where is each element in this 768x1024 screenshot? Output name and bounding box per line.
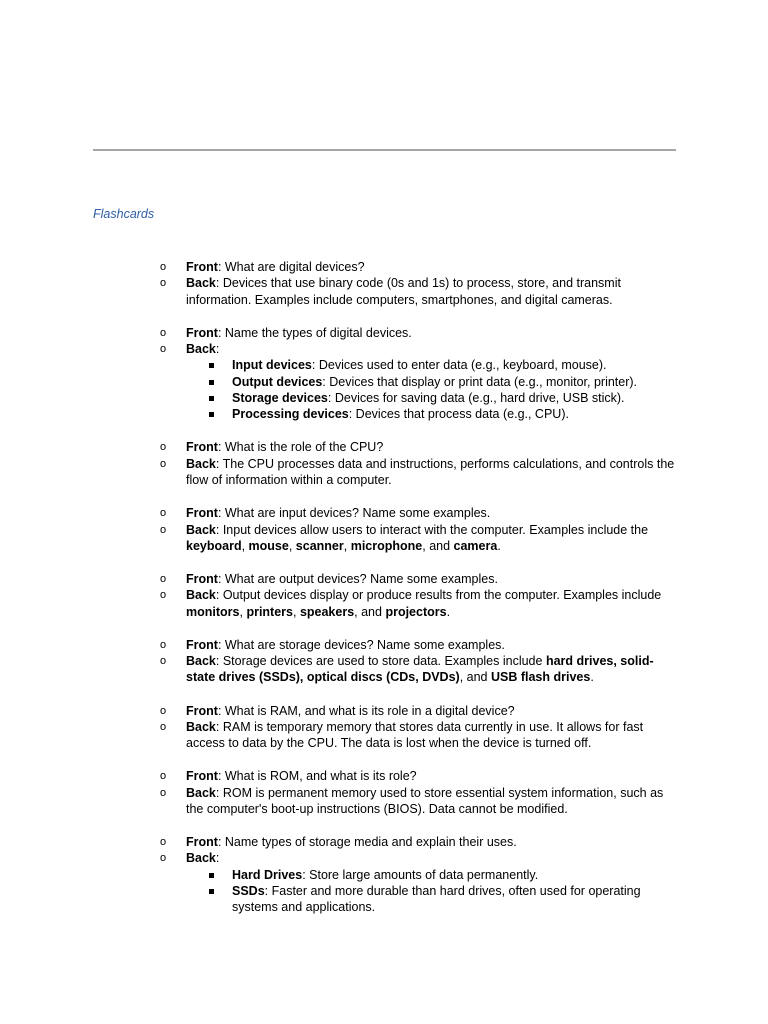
front-line-label: Front bbox=[186, 637, 218, 652]
hollow-bullet-icon: o bbox=[160, 277, 167, 290]
hollow-bullet-icon: o bbox=[160, 343, 167, 356]
back-line bbox=[160, 275, 680, 308]
back-line-label: Back bbox=[186, 276, 216, 291]
front-line-label: Front bbox=[186, 260, 218, 274]
square-bullet-icon bbox=[209, 396, 214, 401]
front-line-label: Front bbox=[186, 835, 218, 850]
sub-item-term: Hard Drives bbox=[232, 867, 303, 882]
square-bullet-icon bbox=[209, 873, 214, 878]
flashcard bbox=[160, 571, 680, 620]
sub-item-term: SSDs bbox=[232, 884, 265, 899]
back-example-term: printers bbox=[246, 604, 293, 619]
flashcard bbox=[160, 325, 680, 423]
hollow-bullet-icon: o bbox=[160, 326, 167, 339]
front-text: : What are digital devices? bbox=[217, 260, 365, 274]
back-line-label: Back bbox=[186, 342, 216, 357]
back-text: : Devices that use binary code (0s and 1s) to process, store, and transmit information. Examples include computers, smartphones, and digital cameras. bbox=[186, 276, 621, 307]
front-text: : What are storage devices? Name some examples. bbox=[217, 637, 505, 652]
hollow-bullet-icon: o bbox=[160, 638, 167, 651]
square-bullet-icon bbox=[209, 380, 214, 385]
back-example-term: projectors bbox=[385, 604, 447, 619]
front-line-label: Front bbox=[186, 572, 218, 587]
hollow-bullet-icon: o bbox=[160, 589, 167, 602]
front-line bbox=[160, 259, 680, 275]
back-text: . bbox=[590, 670, 594, 685]
hollow-bullet-icon: o bbox=[160, 523, 167, 536]
back-example-term: USB flash drives bbox=[490, 670, 591, 685]
sub-item-term: Output devices bbox=[232, 374, 323, 389]
square-bullet-icon bbox=[209, 412, 214, 417]
front-line bbox=[160, 703, 680, 719]
front-text: : Name types of storage media and explain their uses. bbox=[217, 835, 517, 850]
sub-item-text: : Faster and more durable than hard drives, often used for operating systems and applications. bbox=[232, 884, 641, 915]
sub-list-item bbox=[160, 883, 680, 916]
front-line-label: Front bbox=[186, 325, 218, 340]
back-example-term: microphone bbox=[350, 538, 423, 553]
front-line bbox=[160, 637, 680, 653]
sub-list-item bbox=[160, 357, 680, 373]
flashcard bbox=[160, 439, 680, 488]
sub-list-item bbox=[160, 390, 680, 406]
flashcard bbox=[160, 637, 680, 686]
back-line-label: Back bbox=[186, 456, 216, 471]
back-text: , bbox=[239, 604, 247, 619]
flashcard bbox=[160, 505, 680, 554]
sub-list-item bbox=[160, 374, 680, 390]
back-text: , and bbox=[459, 670, 491, 685]
hollow-bullet-icon: o bbox=[160, 836, 167, 849]
back-text: : Storage devices are used to store data. Examples include bbox=[215, 654, 546, 669]
sub-item-term: Input devices bbox=[232, 358, 312, 373]
back-line-label: Back bbox=[186, 588, 216, 603]
front-line bbox=[160, 325, 680, 341]
back-line-label: Back bbox=[186, 719, 216, 734]
flashcard bbox=[160, 768, 680, 817]
sub-item-text: : Devices that display or print data (e.g., monitor, printer). bbox=[322, 374, 638, 389]
hollow-bullet-icon: o bbox=[160, 441, 167, 454]
front-line-label: Front bbox=[186, 506, 218, 521]
back-text: . bbox=[497, 538, 501, 553]
back-text: : Output devices display or produce results from the computer. Examples include bbox=[215, 588, 662, 603]
back-text: : The CPU processes data and instructions, performs calculations, and controls the flow of information within a computer. bbox=[186, 456, 675, 488]
back-line bbox=[160, 850, 680, 866]
front-line bbox=[160, 834, 680, 850]
section-heading: Flashcards bbox=[93, 207, 155, 221]
flashcard bbox=[160, 703, 680, 752]
sub-item-term: Processing devices bbox=[232, 407, 349, 422]
back-example-term: speakers bbox=[299, 604, 355, 619]
back-line bbox=[160, 522, 680, 555]
front-line bbox=[160, 571, 680, 587]
front-text: : What is the role of the CPU? bbox=[217, 440, 384, 455]
back-line-label: Back bbox=[186, 522, 216, 537]
back-text: , and bbox=[354, 604, 386, 619]
sub-item-term: Storage devices bbox=[232, 390, 328, 405]
front-text: : What are output devices? Name some examples. bbox=[217, 572, 498, 587]
back-text: , bbox=[292, 604, 300, 619]
front-line-label: Front bbox=[186, 440, 218, 455]
front-line bbox=[160, 505, 680, 521]
flashcard bbox=[160, 259, 680, 308]
horizontal-rule bbox=[93, 149, 676, 151]
back-text: , and bbox=[422, 538, 454, 553]
sub-list-item bbox=[160, 406, 680, 422]
hollow-bullet-icon: o bbox=[160, 852, 167, 865]
back-line-label: Back bbox=[186, 851, 216, 866]
back-example-term: monitors bbox=[186, 604, 240, 619]
back-text: . bbox=[446, 604, 451, 619]
hollow-bullet-icon: o bbox=[160, 655, 167, 668]
back-line-label: Back bbox=[186, 654, 216, 669]
back-line-label: Back bbox=[186, 785, 216, 800]
back-example-term: keyboard bbox=[186, 538, 242, 553]
back-line bbox=[160, 785, 680, 818]
hollow-bullet-icon: o bbox=[160, 770, 167, 783]
back-line bbox=[160, 719, 680, 752]
sub-item-text: : Devices that process data (e.g., CPU). bbox=[348, 407, 569, 422]
sub-item-text: : Devices for saving data (e.g., hard drive, USB stick). bbox=[327, 390, 625, 405]
back-example-term: camera bbox=[453, 538, 498, 553]
back-line bbox=[160, 456, 680, 489]
front-line-label: Front bbox=[186, 703, 218, 718]
square-bullet-icon bbox=[209, 363, 214, 368]
back-text: , bbox=[241, 538, 249, 553]
hollow-bullet-icon: o bbox=[160, 786, 167, 799]
front-text: : Name the types of digital devices. bbox=[217, 325, 412, 340]
back-line bbox=[160, 653, 680, 686]
front-line bbox=[160, 439, 680, 455]
back-text: , bbox=[288, 538, 296, 553]
hollow-bullet-icon: o bbox=[160, 261, 167, 273]
hollow-bullet-icon: o bbox=[160, 704, 167, 717]
back-line bbox=[160, 587, 680, 620]
hollow-bullet-icon: o bbox=[160, 720, 167, 733]
hollow-bullet-icon: o bbox=[160, 507, 167, 520]
hollow-bullet-icon: o bbox=[160, 573, 167, 586]
front-line bbox=[160, 768, 680, 784]
front-text: : What is ROM, and what is its role? bbox=[217, 769, 417, 784]
back-example-term: scanner bbox=[295, 538, 344, 553]
hollow-bullet-icon: o bbox=[160, 457, 167, 470]
back-text: : Input devices allow users to interact with the computer. Examples include the bbox=[215, 522, 649, 537]
back-example-term: hard drives, solid-state drives (SSDs), optical discs (CDs, DVDs) bbox=[186, 654, 654, 685]
back-text: : RAM is temporary memory that stores data currently in use. It allows for fast access to data by the CPU. The data is lost when the device is turned off. bbox=[186, 719, 644, 751]
back-text: : bbox=[215, 342, 220, 357]
flashcard bbox=[160, 834, 680, 915]
front-line-label: Front bbox=[186, 769, 218, 784]
sub-list-item bbox=[160, 867, 680, 883]
back-text: , bbox=[343, 538, 351, 553]
sub-item-text: : Store large amounts of data permanently. bbox=[302, 867, 539, 882]
front-text: : What is RAM, and what is its role in a digital device? bbox=[217, 703, 515, 718]
flashcard-list bbox=[160, 259, 680, 933]
back-text: : ROM is permanent memory used to store essential system information, such as the computer's boot-up instructions (BIOS). Data cannot be modified. bbox=[186, 785, 664, 816]
square-bullet-icon bbox=[209, 889, 214, 894]
front-text: : What are input devices? Name some examples. bbox=[217, 506, 491, 521]
back-example-term: mouse bbox=[248, 538, 289, 553]
back-text: : bbox=[215, 851, 220, 866]
sub-item-text: : Devices used to enter data (e.g., keyboard, mouse). bbox=[311, 358, 607, 373]
back-line bbox=[160, 341, 680, 357]
